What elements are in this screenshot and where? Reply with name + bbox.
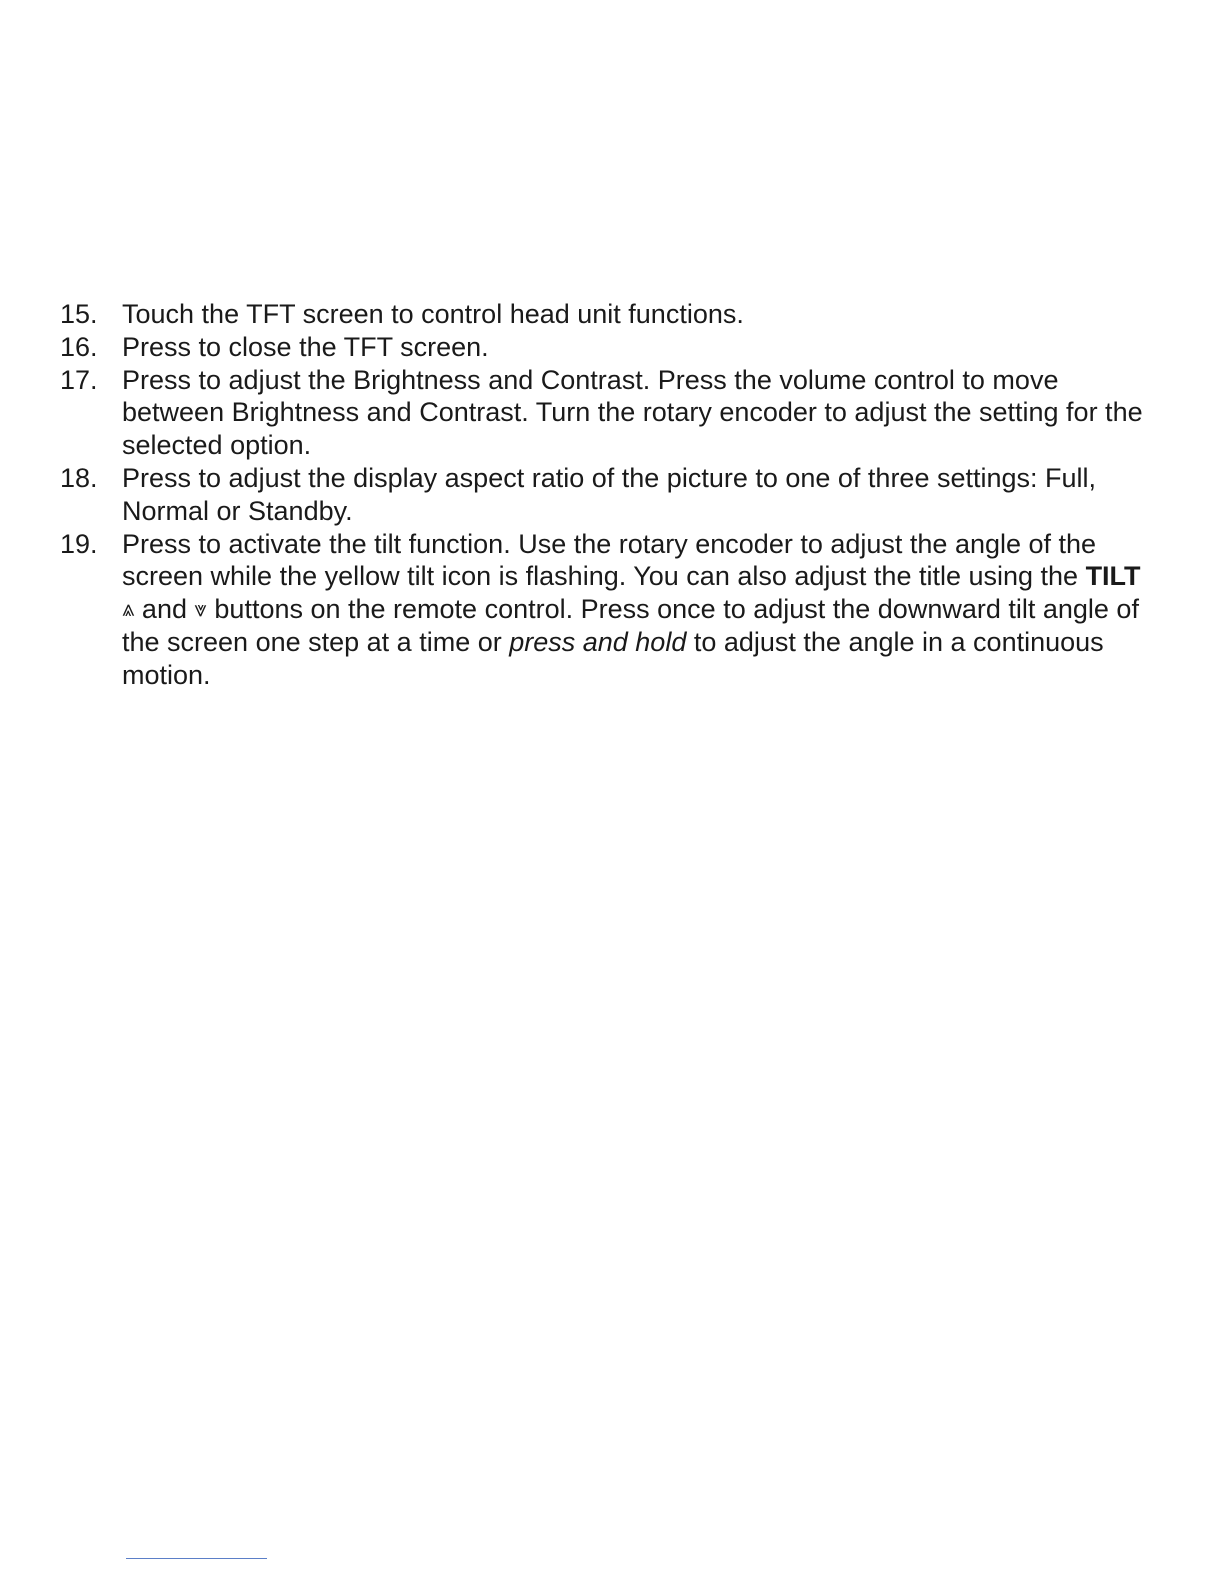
item-text: Touch the TFT screen to control head unit functions. <box>122 299 744 329</box>
item-text-part: to adjust the angle in a continuous motion. <box>122 626 1104 690</box>
footer-rule <box>126 1558 267 1559</box>
item-text-part: and <box>134 594 195 625</box>
list-item-18 <box>60 462 1160 528</box>
item-number: 18. <box>60 462 98 493</box>
instruction-list <box>60 298 1160 692</box>
tilt-label: TILT <box>1085 561 1141 592</box>
list-item-19 <box>60 528 1160 692</box>
double-chevron-down-icon: ⩔ <box>194 596 207 622</box>
item-text-part: Press to activate the tilt function. Use the rotary encoder to adjust the angle of the screen while the yellow tilt icon is flashing. You can also adjust the title using the <box>122 528 1097 592</box>
item-text <box>122 528 1160 692</box>
list-item-15 <box>60 298 1160 331</box>
item-text: Press to adjust the display aspect ratio of the picture to one of three settings: Full, Normal or Standby. <box>122 462 1097 526</box>
emphasis-text: press and hold <box>509 626 687 657</box>
item-text-part: buttons on the remote control. Press once to adjust the downward tilt angle of the screen one step at a time or <box>122 594 1139 657</box>
item-text: Press to close the TFT screen. <box>122 331 489 362</box>
item-number: 16. <box>60 331 98 362</box>
list-item-16 <box>60 331 1160 364</box>
item-number: 17. <box>60 364 98 395</box>
item-number: 15. <box>60 299 98 329</box>
double-chevron-up-icon: ⩓ <box>122 596 135 622</box>
item-number: 19. <box>60 528 98 559</box>
list-item-17 <box>60 364 1160 462</box>
item-text: Press to adjust the Brightness and Contrast. Press the volume control to move between Brightness and Contrast. Turn the rotary encoder to adjust the setting for the selected option. <box>122 364 1143 461</box>
